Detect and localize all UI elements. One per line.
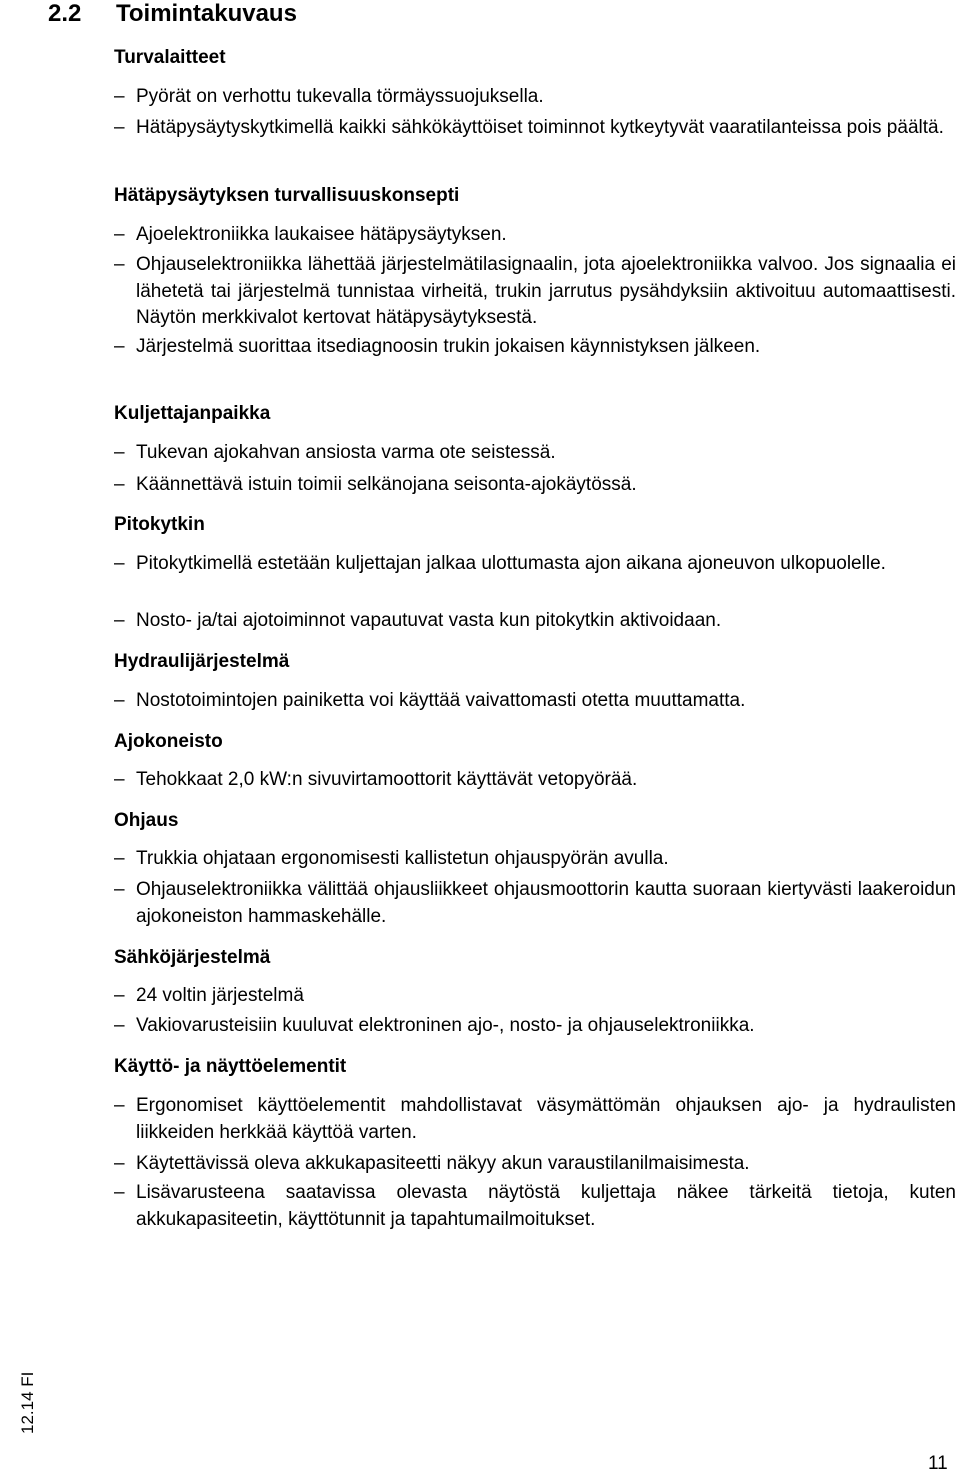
dash-bullet: – [114,474,125,495]
dash-bullet: – [114,1182,125,1203]
list-item: – Ajoelektroniikka laukaisee hätäpysäytyksen. [114,222,956,249]
dash-bullet: – [114,985,125,1006]
section-title: Toimintakuvaus [116,0,297,27]
dash-bullet: – [114,336,125,357]
dash-bullet: – [114,690,125,711]
dash-bullet: – [114,553,125,574]
dash-bullet: – [114,254,125,275]
dash-bullet: – [114,879,125,900]
dash-bullet: – [114,1015,125,1036]
dash-bullet: – [114,224,125,245]
section-heading [48,0,297,28]
subheading-turvalaitteet: Turvalaitteet [114,47,226,68]
list-item: – Trukkia ohjataan ergonomisesti kallistetun ohjauspyörän avulla. [114,846,956,873]
list-item: – Käytettävissä oleva akkukapasiteetti näkyy akun varaustilanilmaisimesta. [114,1151,956,1178]
dash-bullet: – [114,442,125,463]
list-item: – Nosto- ja/tai ajotoiminnot vapautuvat vasta kun pitokytkin aktivoidaan. [114,608,956,635]
list-item: – Pitokytkimellä estetään kuljettajan jalkaa ulottumasta ajon aikana ajoneuvon ulkopuolelle. [114,551,956,578]
list-item: – Tukevan ajokahvan ansiosta varma ote seistessä. [114,440,956,467]
subheading-kaytto-ja-nayttoelementit: Käyttö- ja näyttöelementit [114,1056,347,1077]
subheading-hatapysaytys: Hätäpysäytyksen turvallisuuskonsepti [114,185,460,206]
subheading-hydraulijarjestelma: Hydraulijärjestelmä [114,651,290,672]
dash-bullet: – [114,1153,125,1174]
subheading-pitokytkin: Pitokytkin [114,514,205,535]
list-item: – Ohjauselektroniikka välittää ohjausliikkeet ohjausmoottorin kautta suoraan kiertyvästi laakeroidun ajokoneiston hammaskehälle. [114,879,956,927]
subheading-ohjaus: Ohjaus [114,810,179,831]
list-item: – Käännettävä istuin toimii selkänojana seisonta-ajokäytössä. [114,472,956,499]
page-number: 11 [928,1453,948,1474]
list-item: – Nostotoimintojen painiketta voi käyttää vaivattomasti otetta muuttamatta. [114,688,956,715]
dash-bullet: – [114,117,125,138]
dash-bullet: – [114,610,125,631]
section-number: 2.2 [48,0,82,27]
list-item: – Hätäpysäytyskytkimellä kaikki sähkökäyttöiset toiminnot kytkeytyvät vaaratilanteissa pois päältä. [114,115,956,142]
list-item: – Järjestelmä suorittaa itsediagnoosin trukin jokaisen käynnistyksen jälkeen. [114,334,956,361]
list-item: – 24 voltin järjestelmä [114,983,956,1010]
subheading-sahkojarjestelma: Sähköjärjestelmä [114,947,271,968]
list-item: – Ergonomiset käyttöelementit mahdollistavat väsymättömän ohjauksen ajo- ja hydraulisten liikkeiden herkkää käyttöä varten. [114,1095,956,1143]
list-item: – Vakiovarusteisiin kuuluvat elektroninen ajo-, nosto- ja ohjauselektroniikka. [114,1013,956,1040]
list-item: – Pyörät on verhottu tukevalla törmäyssuojuksella. [114,84,956,111]
subheading-ajokoneisto: Ajokoneisto [114,731,223,752]
list-item: – Tehokkaat 2,0 kW:n sivuvirtamoottorit käyttävät vetopyörää. [114,767,956,794]
list-item: – Lisävarusteena saatavissa olevasta näytöstä kuljettaja näkee tärkeitä tietoja, kuten akkukapasiteetin, käyttötunnit ja tapahtumailmoitukset. [114,1182,956,1230]
document-code: 12.14 FI [18,1371,37,1434]
dash-bullet: – [114,1095,125,1116]
list-item: – Ohjauselektroniikka lähettää järjestelmätilasignaalin, jota ajoelektroniikka valvoo. Jos signaalia ei lähetetä tai järjestelmä tunnistaa virheitä, trukin jarrutus pysähdyksiin aktivoituu automaattisesti. Näytön merkkivalot kertovat hätäpysäytyksestä. [114,254,956,328]
dash-bullet: – [114,86,125,107]
subheading-kuljettajanpaikka: Kuljettajanpaikka [114,403,271,424]
dash-bullet: – [114,769,125,790]
dash-bullet: – [114,848,125,869]
